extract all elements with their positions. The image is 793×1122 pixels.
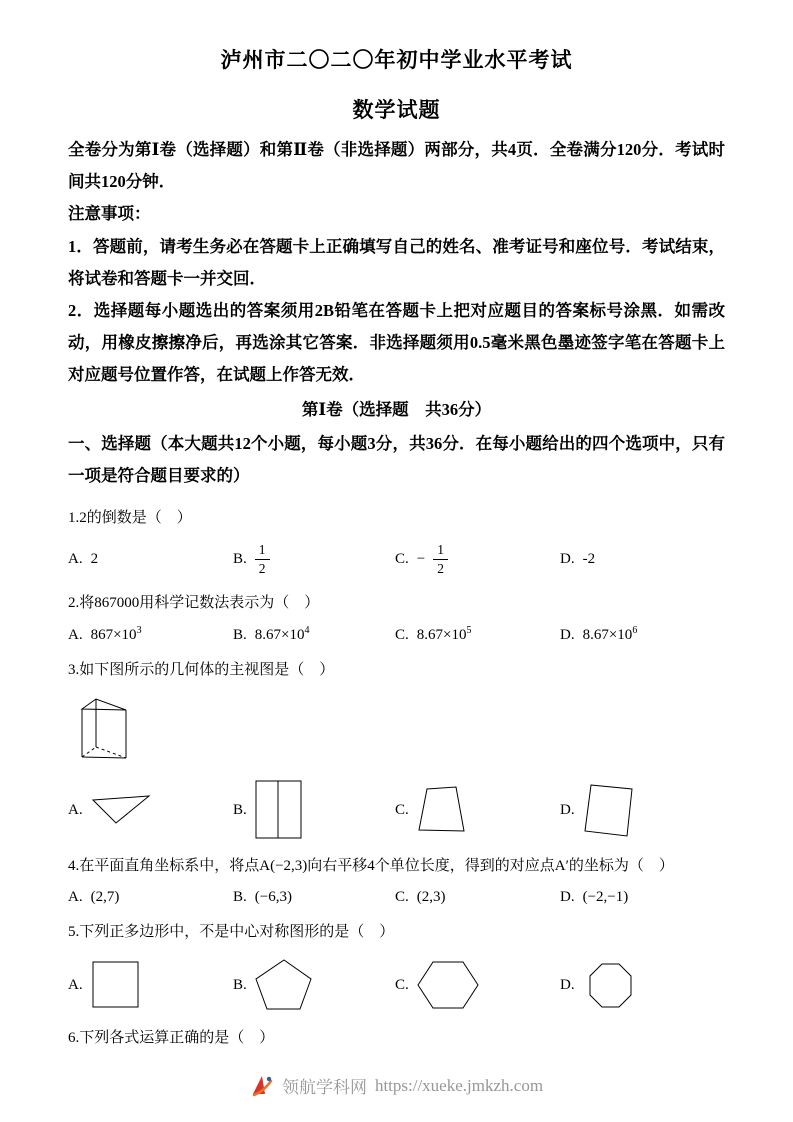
option-a-label: A.: [68, 550, 83, 567]
square-figure: [91, 960, 141, 1010]
option-c-label: C.: [395, 889, 409, 906]
option-c-value: [417, 626, 472, 644]
q3-option-b: [233, 780, 395, 840]
power-exponent: 6: [632, 625, 638, 637]
option-b-label: B.: [233, 550, 247, 567]
option-c-label: C.: [395, 801, 409, 818]
pentagon-figure: [255, 959, 313, 1011]
q5-option-c: [395, 960, 560, 1010]
minus-sign: −: [416, 550, 426, 567]
fraction-one-half: [255, 541, 270, 577]
option-a-value: [91, 626, 142, 644]
q2-option-b: [233, 626, 395, 644]
exam-summary: 全卷分为第Ⅰ卷（选择题）和第Ⅱ卷（非选择题）两部分，共4页．全卷满分120分．考试时间共120分钟．: [68, 140, 725, 192]
trapezoid-view-figure: [417, 786, 467, 834]
power-exponent: 3: [136, 625, 142, 637]
option-d-label: D.: [560, 550, 575, 567]
tilted-rectangle-view-figure: [583, 781, 635, 839]
q1-option-a: [68, 551, 233, 568]
q5-option-b: [233, 959, 395, 1011]
q2-option-c: [395, 626, 560, 644]
triangular-prism-figure: [74, 694, 132, 768]
notice-item-1: 1．答题前，请考生务必在答题卡上正确填写自己的姓名、准考证号和座位号．考试结束，将试卷和答题卡一并交回．: [68, 236, 725, 288]
fraction-one-half-negative: [433, 541, 448, 577]
question-3-figure: [74, 694, 725, 768]
question-4-options: [68, 889, 725, 906]
option-c-label: C.: [395, 976, 409, 993]
page-title: 泸州市二〇二〇年初中学业水平考试: [220, 48, 573, 72]
q3-option-d: [560, 781, 725, 839]
q4-option-b: [233, 889, 395, 906]
site-name: 领航学科网: [281, 1078, 367, 1097]
q4-option-a: [68, 889, 233, 906]
question-3-stem: 3.如下图所示的几何体的主视图是（ ）: [68, 662, 335, 679]
q5-option-d: [560, 958, 725, 1012]
power-base: 867×10: [90, 627, 137, 644]
option-d-label: D.: [560, 976, 575, 993]
power-base: 8.67×10: [416, 627, 467, 644]
question-5-options: [68, 958, 725, 1012]
fraction-numerator: 1: [433, 541, 448, 560]
section-directions: 一、选择题（本大题共12个小题，每小题3分，共36分．在每小题给出的四个选项中，只有一项是符合题目要求的）: [68, 434, 725, 486]
q3-option-a: [68, 794, 233, 826]
question-5-stem: 5.下列正多边形中，不是中心对称图形的是（ ）: [68, 924, 395, 941]
power-base: 8.67×10: [582, 627, 633, 644]
question-3-options: [68, 780, 725, 840]
option-a-label: A.: [68, 626, 83, 643]
q4-option-d: [560, 889, 725, 906]
q5-option-a: [68, 960, 233, 1010]
fraction-denominator: 2: [437, 560, 444, 576]
option-b-value: (−6,3): [254, 889, 292, 906]
option-b-value: [255, 626, 310, 644]
question-1-stem: 1.2的倒数是（ ）: [68, 510, 192, 527]
fraction-denominator: 2: [258, 560, 266, 576]
option-a-label: A.: [68, 889, 83, 906]
option-d-label: D.: [560, 626, 575, 643]
option-c-label: C.: [395, 626, 409, 643]
option-a-value: (2,7): [90, 889, 120, 906]
question-1-options: [68, 541, 725, 577]
triangle-view-figure: [91, 794, 153, 826]
q4-option-c: [395, 889, 560, 906]
fraction-numerator: 1: [255, 541, 270, 560]
question-2-options: [68, 626, 725, 644]
notice-heading: 注意事项：: [68, 204, 151, 224]
q3-option-c: [395, 786, 560, 834]
q1-option-b: [233, 541, 395, 577]
section-title: 第Ⅰ卷（选择题 共36分）: [301, 400, 492, 420]
option-b-label: B.: [233, 801, 247, 818]
octagon-figure: [583, 958, 637, 1012]
option-d-value: [583, 626, 638, 644]
q1-option-c: [395, 541, 560, 577]
option-a-label: A.: [68, 801, 83, 818]
page-subtitle: 数学试题: [352, 98, 441, 122]
option-d-label: D.: [560, 801, 575, 818]
site-url: https://xueke.jmkzh.com: [374, 1075, 544, 1095]
option-c-label: C.: [395, 550, 409, 567]
power-exponent: 4: [304, 625, 310, 637]
option-d-label: D.: [560, 889, 575, 906]
question-2-stem: 2.将867000用科学记数法表示为（ ）: [68, 595, 320, 612]
watermark: [0, 1073, 793, 1098]
question-6-stem: 6.下列各式运算正确的是（ ）: [68, 1030, 275, 1047]
option-b-label: B.: [233, 976, 247, 993]
option-b-label: B.: [233, 889, 247, 906]
option-d-value: -2: [582, 550, 596, 567]
notice-item-2: 2．选择题每小题选出的答案须用2B铅笔在答题卡上把对应题目的答案标号涂黑．如需改动，用橡皮擦擦净后，再选涂其它答案．非选择题须用0.5毫米黑色墨迹签字笔在答题卡上对应题号位置作答，在试题上作答无效．: [68, 300, 725, 385]
split-rectangle-view-figure: [255, 780, 303, 840]
option-c-value: (2,3): [416, 889, 446, 906]
q2-option-a: [68, 626, 233, 644]
power-base: 8.67×10: [254, 627, 305, 644]
option-a-label: A.: [68, 976, 83, 993]
hexagon-figure: [417, 960, 479, 1010]
q2-option-d: [560, 626, 725, 644]
site-logo-icon: [250, 1074, 274, 1098]
option-a-value: 2: [90, 550, 99, 567]
q1-option-d: [560, 551, 725, 568]
option-b-label: B.: [233, 626, 247, 643]
question-4-stem: 4.在平面直角坐标系中，将点A(−2,3)向右平移4个单位长度，得到的对应点A′的坐标为（ ）: [68, 858, 674, 875]
option-d-value: (−2,−1): [582, 889, 629, 906]
power-exponent: 5: [466, 625, 472, 637]
